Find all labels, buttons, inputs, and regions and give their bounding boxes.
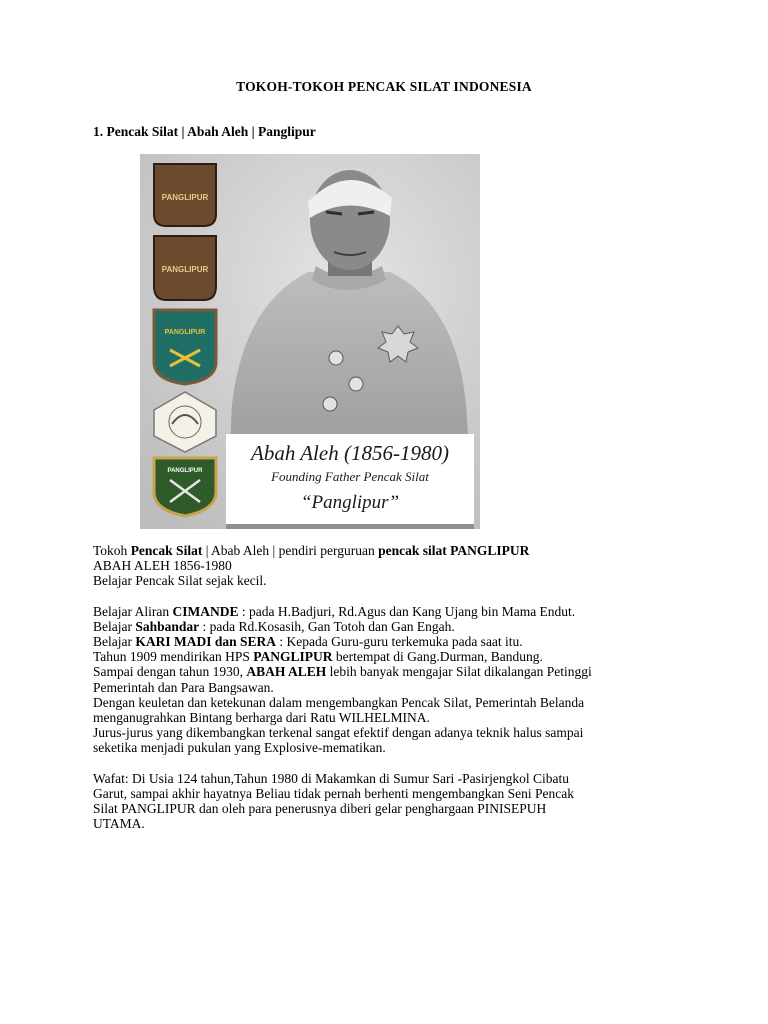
paragraph-line: Tokoh Pencak Silat | Abab Aleh | pendiri perguruan pencak silat PANGLIPUR <box>93 543 530 558</box>
page-title: TOKOH-TOKOH PENCAK SILAT INDONESIA <box>236 79 532 94</box>
panglipur-badge-2 <box>154 236 216 300</box>
paragraph-line: Garut, sampai akhir hayatnya Beliau tidak pernah berhenti mengembangkan Seni Pencak <box>93 785 574 801</box>
paragraph-line: ABAH ALEH 1856-1980 <box>93 558 232 574</box>
paragraph-line: menganugrahkan Bintang berharga dari Ratu WILHELMINA. <box>93 710 430 726</box>
paragraph-line: Sampai dengan tahun 1930, ABAH ALEH lebih banyak mengajar Silat dikalangan Petinggi <box>93 664 592 680</box>
badge-2-text: PANGLIPUR <box>161 265 209 274</box>
paragraph-line: Wafat: Di Usia 124 tahun,Tahun 1980 di Makamkan di Sumur Sari -Pasirjengkol Cibatu <box>93 770 570 786</box>
paragraph-line: seketika menjadi pukulan yang Explosive-mematikan. <box>93 740 386 756</box>
paragraph-line: Belajar KARI MADI dan SERA : Kepada Guru-guru terkemuka pada saat itu. <box>93 634 523 650</box>
badge-1-text: PANGLIPUR <box>161 193 209 202</box>
paragraph-line: Belajar Pencak Silat sejak kecil. <box>93 573 267 589</box>
paragraph-line: Tahun 1909 mendirikan HPS PANGLIPUR bertempat di Gang.Durman, Bandung. <box>93 649 543 665</box>
paragraph-line: Jurus-jurus yang dikembangkan terkenal sangat efektif dengan adanya teknik halus sampai <box>93 725 584 741</box>
caption-name: Abah Aleh (1856-1980) <box>251 441 449 465</box>
paragraph-line: UTAMA. <box>93 816 145 832</box>
caption-subtitle: Founding Father Pencak Silat <box>271 469 429 484</box>
paragraph-line: Belajar Aliran CIMANDE : pada H.Badjuri, Rd.Agus dan Kang Ujang bin Mama Endut. <box>93 603 576 619</box>
paragraph-line: Silat PANGLIPUR dan oleh para penerusnya diberi gelar penghargaan PINISEPUH <box>93 801 547 817</box>
badge-3-text: PANGLIPUR <box>164 329 206 336</box>
panglipur-badge-3 <box>154 310 216 384</box>
paragraph-line: Belajar Sahbandar : pada Rd.Kosasih, Gan Totoh dan Gan Engah. <box>93 618 455 634</box>
panglipur-badge-5 <box>154 458 216 516</box>
paragraph-line: Dengan keuletan dan ketekunan dalam mengembangkan Pencak Silat, Pemerintah Belanda <box>93 694 585 710</box>
badge-5-text: PANGLIPUR <box>167 468 203 474</box>
portrait-photo <box>140 154 480 529</box>
section-heading: 1. Pencak Silat | Abah Aleh | Panglipur <box>93 124 316 139</box>
article-body <box>93 543 693 831</box>
panglipur-badge-1 <box>154 164 216 226</box>
paragraph-line: Pemerintah dan Para Bangsawan. <box>93 679 274 695</box>
caption-school: “Panglipur” <box>300 492 400 513</box>
